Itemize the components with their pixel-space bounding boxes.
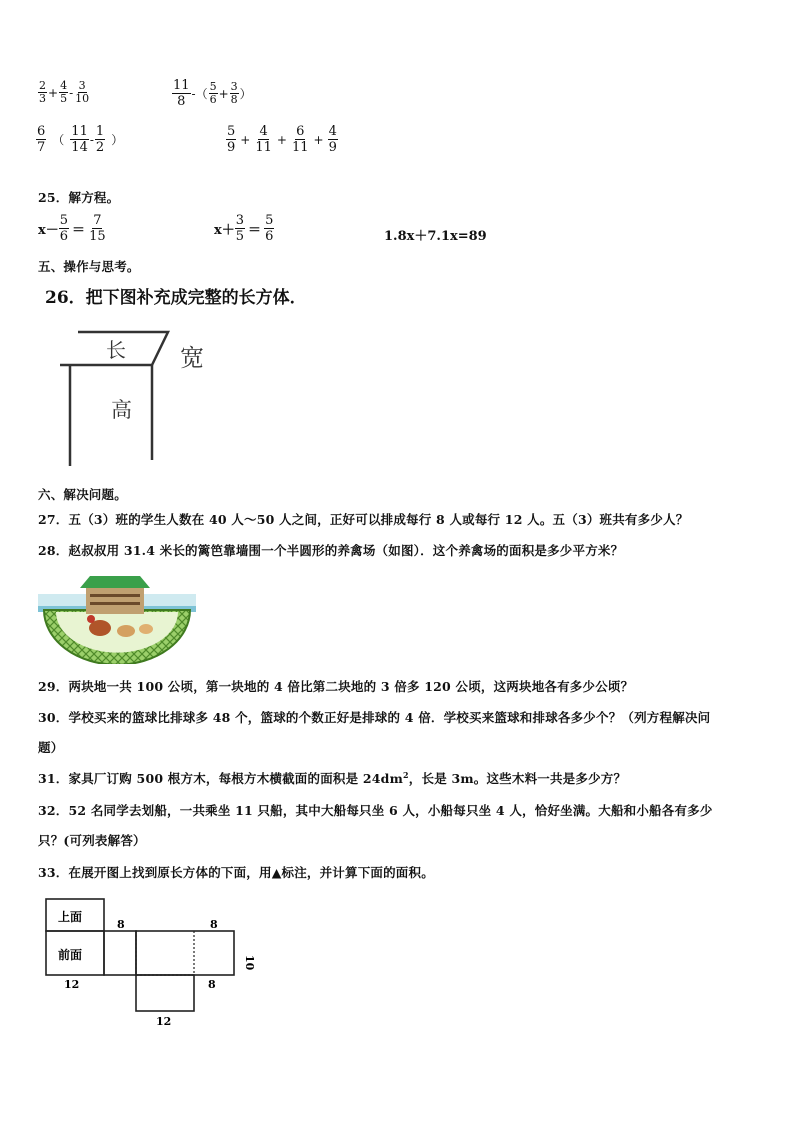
- poultry-yard-illustration: [38, 574, 196, 664]
- question-33-title: 33．在展开图上找到原长方体的下面，用▲标注，并计算下面的面积。: [38, 865, 434, 880]
- dim-label: 8: [117, 918, 125, 931]
- dim-label: 8: [210, 918, 218, 931]
- question-32-line-2: 只？(可列表解答）: [38, 833, 146, 848]
- section-6-heading: 六、解决问题。: [38, 487, 127, 502]
- front-face-label: 前面: [58, 948, 83, 962]
- fraction: $\frac{7}{15}$: [89, 213, 106, 244]
- calc-expression-4: $\frac{5}{9}$ + $\frac{4}{11}$ + $\frac{6}{11}$ + $\frac{4}{9}$: [227, 124, 337, 155]
- equation-2: x＋ $\frac{3}{5}$ ＝ $\frac{5}{6}$: [214, 213, 274, 244]
- dim-label: 8: [208, 978, 216, 991]
- dim-label: 12: [156, 1015, 172, 1028]
- fraction: $\frac{4}{11}$: [255, 124, 272, 155]
- fraction: $\frac{2}{3}$: [39, 79, 46, 105]
- side-face-right: [104, 931, 136, 975]
- fraction: $\frac{11}{8}$: [173, 78, 190, 109]
- dim-label: 12: [64, 978, 80, 991]
- question-25-title: 25．解方程。: [38, 190, 120, 205]
- fraction: $\frac{5}{6}$: [265, 213, 274, 244]
- fraction: $\frac{3}{8}$: [230, 80, 238, 106]
- question-32-line-1: 32．52 名同学去划船，一共乘坐 11 只船，其中大船每只坐 6 人，小船每只坐 4 人，恰好坐满。大船和小船各有多少: [38, 803, 713, 818]
- equation-1: x－ $\frac{5}{6}$ ＝ $\frac{7}{15}$: [38, 213, 106, 244]
- cuboid-net-diagram: [38, 894, 258, 1034]
- question-30-line-1: 30．学校买来的篮球比排球多 48 个，篮球的个数正好是排球的 4 倍．学校买来篮球和排球各多少个？（列方程解决问: [38, 710, 711, 725]
- dim-label: 10: [243, 955, 256, 971]
- fraction: $\frac{5}{6}$: [209, 80, 217, 106]
- calc-expression-3: $\frac{6}{7}$ （ $\frac{11}{14}$ - $\frac{1}{2}$ ）: [37, 124, 124, 155]
- bottom-face: [136, 975, 194, 1011]
- top-face-label: 上面: [58, 910, 83, 924]
- fraction: $\frac{4}{5}$: [60, 79, 68, 105]
- fraction: $\frac{5}{9}$: [227, 124, 236, 155]
- cuboid-partial-figure: [60, 318, 230, 466]
- fraction: $\frac{4}{9}$: [328, 124, 337, 155]
- question-26-title: 26．把下图补充成完整的长方体．: [45, 288, 307, 308]
- length-label: 长: [106, 338, 126, 362]
- question-30-line-2: 题）: [38, 740, 64, 755]
- fraction: $\frac{11}{14}$: [71, 124, 88, 155]
- fraction: $\frac{3}{10}$: [75, 79, 90, 105]
- fraction: $\frac{6}{11}$: [291, 124, 309, 155]
- width-label: 宽: [180, 344, 204, 372]
- question-31: 31．家具厂订购 500 根方木，每根方木横截面的面积是 $24dm^2$，长是 3m。这些木料一共是多少方？: [38, 769, 627, 786]
- question-27: 27．五（3）班的学生人数在 40 人～50 人之间，正好可以排成每行 8 人或每行 12 人。五（3）班共有多少人？: [38, 512, 689, 527]
- question-28: 28．赵叔叔用 31.4 米长的篱笆靠墙围一个半圆形的养禽场（如图）．这个养禽场的面积是多少平方米？: [38, 543, 624, 558]
- equation-3: 1.8x＋7.1x=89: [384, 229, 487, 244]
- height-label: 高: [111, 398, 132, 422]
- fraction: $\frac{5}{6}$: [59, 213, 69, 244]
- fraction: $\frac{3}{5}$: [235, 213, 245, 244]
- calc-expression-1: $\frac{2}{3}$ + $\frac{4}{5}$ - $\frac{3}{10}$: [39, 79, 90, 105]
- calc-expression-2: $\frac{11}{8}$ -（ $\frac{5}{6}$ + $\frac{3}{8}$ ）: [173, 78, 252, 109]
- question-29: 29．两块地一共 100 公顷，第一块地的 4 倍比第二块地的 3 倍多 120 公顷，这两块地各有多少公顷？: [38, 679, 634, 694]
- section-5-heading: 五、操作与思考。: [38, 259, 140, 274]
- fraction: $\frac{1}{2}$: [95, 124, 105, 155]
- fraction: $\frac{6}{7}$: [37, 124, 46, 155]
- back-face: [136, 931, 234, 975]
